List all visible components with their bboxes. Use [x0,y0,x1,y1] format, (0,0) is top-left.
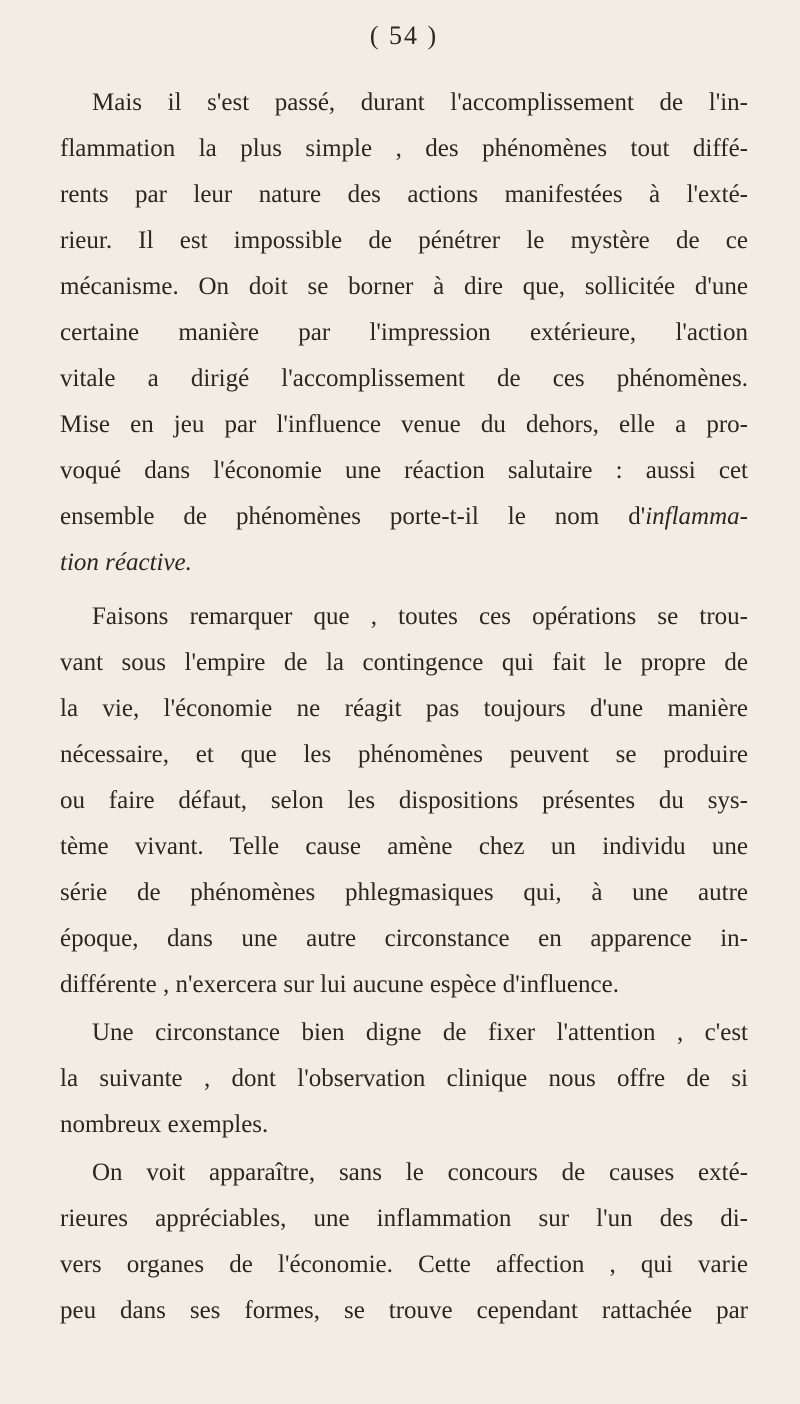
text-line: On voit apparaître, sans le concours de causes exté- [92,1159,748,1186]
text-line: nécessaire, et que les phénomènes peuvent se produire [60,741,748,768]
text-line: flammation la plus simple , des phénomènes tout diffé- [60,135,748,162]
italic-term-part: tion réactive. [60,549,192,576]
text-line: Mise en jeu par l'influence venue du dehors, elle a pro- [60,411,748,438]
text-line: voqué dans l'économie une réaction salutaire : aussi cet [60,457,748,484]
text-line: certaine manière par l'impression extérieure, l'action [60,319,748,346]
text-line: la vie, l'économie ne réagit pas toujours d'une manière [60,695,748,722]
text-line: Mais il s'est passé, durant l'accomplissement de l'in- [92,89,748,116]
text-line: époque, dans une autre circonstance en apparence in- [60,925,748,952]
text-line: rents par leur nature des actions manifestées à l'exté- [60,181,748,208]
text-line-roman: ensemble de phénomènes porte-t-il le nom d' [60,503,646,530]
page-number: ( 54 ) [369,21,439,50]
text-line: rieures appréciables, une inflammation sur l'un des di- [60,1205,748,1232]
text-line: vitale a dirigé l'accomplissement de ces phénomènes. [60,365,748,392]
text-line: la suivante , dont l'observation clinique nous offre de si [60,1065,748,1092]
text-line: vers organes de l'économie. Cette affection , qui varie [60,1251,748,1278]
text-line: vant sous l'empire de la contingence qui fait le propre de [60,649,748,676]
text-line: ou faire défaut, selon les dispositions présentes du sys- [60,787,748,814]
text-line: différente , n'exercera sur lui aucune espèce d'influence. [60,971,619,998]
text-line: peu dans ses formes, se trouve cependant rattachée par [60,1297,748,1324]
text-line [60,494,748,540]
text-line: mécanisme. On doit se borner à dire que, sollicitée d'une [60,273,748,300]
text-line: Faisons remarquer que , toutes ces opérations se trou- [92,603,748,630]
text-line: nombreux exemples. [60,1111,269,1138]
book-page [60,0,748,1404]
text-line: série de phénomènes phlegmasiques qui, à une autre [60,879,748,906]
text-line: rieur. Il est impossible de pénétrer le mystère de ce [60,227,748,254]
text-line [60,540,748,586]
italic-term-part: inflamma- [645,503,748,530]
text-line: tème vivant. Telle cause amène chez un individu une [60,833,748,860]
text-line: Une circonstance bien digne de fixer l'attention , c'est [92,1019,748,1046]
